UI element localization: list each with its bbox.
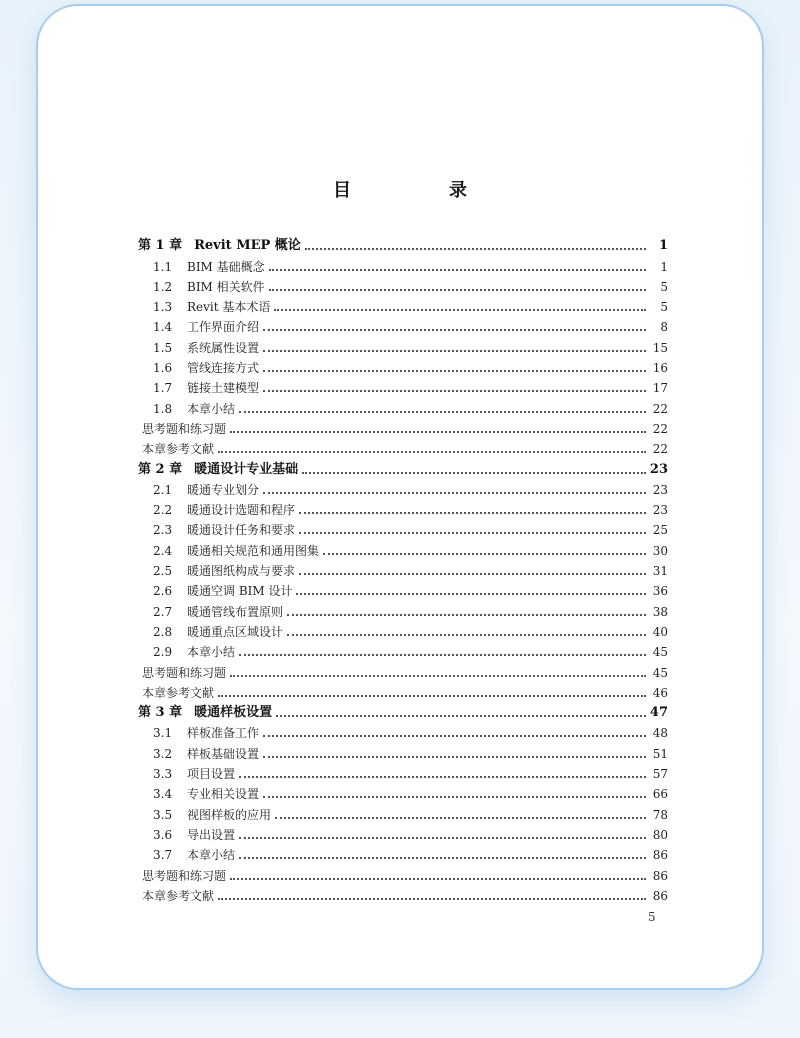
toc-entry-label: 暖通设计选题和程序 xyxy=(187,503,296,518)
toc-entry-number: 2.3 xyxy=(153,523,173,538)
toc-extra-row xyxy=(138,862,668,882)
toc-section-row xyxy=(138,558,668,578)
toc-section-row xyxy=(138,598,668,618)
dot-leader xyxy=(269,269,646,271)
toc-entry-label: 暖通设计专业基础 xyxy=(194,461,299,477)
toc-section-row xyxy=(138,314,668,334)
toc-entry-number: 2.4 xyxy=(153,543,173,558)
dot-leader xyxy=(263,370,646,372)
toc-entry-number: 1.7 xyxy=(153,381,173,396)
dot-leader xyxy=(239,857,646,859)
toc-entry-label: 暖通重点区域设计 xyxy=(187,624,284,639)
toc-entry-label: 链接土建模型 xyxy=(187,381,260,396)
dot-leader xyxy=(263,735,646,737)
toc-entry-label: 系统属性设置 xyxy=(187,340,260,355)
toc-chapter-row xyxy=(138,700,668,720)
toc-section-row xyxy=(138,842,668,862)
toc-chapter-row xyxy=(138,456,668,476)
toc-entry-page: 46 xyxy=(652,685,668,700)
toc-entry-page: 23 xyxy=(649,461,668,477)
dot-leader xyxy=(263,390,646,392)
dot-leader xyxy=(275,817,646,819)
toc-entry-label: 暖通设计任务和要求 xyxy=(187,523,296,538)
toc-entry-label: 本章参考文献 xyxy=(142,888,215,903)
toc-entry-number: 2.9 xyxy=(153,645,173,660)
toc-entry-page: 22 xyxy=(652,421,668,436)
toc-entry-number: 第 2 章 xyxy=(138,461,183,477)
toc-section-row xyxy=(138,740,668,760)
page-title: 目 录 xyxy=(333,180,507,201)
toc-entry-page: 48 xyxy=(652,726,668,741)
toc-entry-page: 5 xyxy=(660,300,668,315)
toc-entry-page: 31 xyxy=(652,564,668,579)
toc-section-row xyxy=(138,822,668,842)
toc-entry-number: 3.5 xyxy=(153,807,173,822)
toc-entry-page: 1 xyxy=(658,238,668,254)
toc-entry-number: 第 3 章 xyxy=(138,705,183,721)
toc-entry-page: 86 xyxy=(652,868,668,883)
toc-section-row xyxy=(138,395,668,415)
toc-section-row xyxy=(138,761,668,781)
toc-entry-page: 17 xyxy=(652,381,668,396)
toc-chapter-row xyxy=(138,233,668,253)
toc-entry-label: 本章小结 xyxy=(187,848,236,863)
dot-leader xyxy=(305,248,646,250)
dot-leader xyxy=(274,309,646,311)
toc-entry-label: BIM 基础概念 xyxy=(187,259,265,274)
toc-section-row xyxy=(138,619,668,639)
toc-entry-page: 22 xyxy=(652,401,668,416)
toc-section-row xyxy=(138,537,668,557)
toc-section-row xyxy=(138,274,668,294)
toc-entry-page: 40 xyxy=(652,624,668,639)
toc-entry-label: Revit MEP 概论 xyxy=(194,238,301,254)
toc-entry-label: 暖通样板设置 xyxy=(194,705,273,721)
toc-entry-number: 1.2 xyxy=(153,279,173,294)
dot-leader xyxy=(287,634,646,636)
toc-entry-page: 23 xyxy=(652,482,668,497)
toc-entry-label: 暖通空调 BIM 设计 xyxy=(187,584,293,599)
dot-leader xyxy=(287,614,646,616)
toc-entry-label: 管线连接方式 xyxy=(187,361,260,376)
dot-leader xyxy=(239,411,646,413)
dot-leader xyxy=(263,796,646,798)
dot-leader xyxy=(299,532,646,534)
toc-entry-label: 暖通相关规范和通用图集 xyxy=(187,543,320,558)
toc-entry-page: 36 xyxy=(652,584,668,599)
toc-entry-page: 80 xyxy=(652,827,668,842)
toc-entry-number: 1.8 xyxy=(153,401,173,416)
toc-section-row xyxy=(138,375,668,395)
toc-entry-page: 15 xyxy=(652,340,668,355)
toc-entry-page: 45 xyxy=(652,645,668,660)
toc-entry-label: 本章参考文献 xyxy=(142,442,215,457)
toc-entry-number: 1.1 xyxy=(153,259,173,274)
toc-extra-row xyxy=(138,436,668,456)
dot-leader xyxy=(302,472,646,474)
toc-entry-page: 1 xyxy=(660,259,668,274)
toc-entry-number: 2.5 xyxy=(153,564,173,579)
dot-leader xyxy=(263,329,646,331)
dot-leader xyxy=(218,451,646,453)
toc-entry-page: 45 xyxy=(652,665,668,680)
dot-leader xyxy=(239,776,646,778)
toc-entry-label: 本章小结 xyxy=(187,401,236,416)
toc-entry-number: 2.1 xyxy=(153,482,173,497)
toc-entry-number: 3.3 xyxy=(153,767,173,782)
toc-section-row xyxy=(138,578,668,598)
table-of-contents xyxy=(138,233,668,903)
toc-entry-number: 2.6 xyxy=(153,584,173,599)
toc-entry-label: 本章参考文献 xyxy=(142,685,215,700)
toc-entry-number: 2.8 xyxy=(153,624,173,639)
toc-entry-label: 专业相关设置 xyxy=(187,787,260,802)
toc-entry-page: 22 xyxy=(652,442,668,457)
toc-section-row xyxy=(138,294,668,314)
toc-entry-number: 3.1 xyxy=(153,726,173,741)
toc-entry-label: 视图样板的应用 xyxy=(187,807,272,822)
toc-entry-page: 51 xyxy=(652,746,668,761)
toc-entry-label: 思考题和练习题 xyxy=(142,868,227,883)
toc-entry-label: 暖通图纸构成与要求 xyxy=(187,564,296,579)
toc-entry-number: 1.3 xyxy=(153,300,173,315)
toc-entry-number: 3.2 xyxy=(153,746,173,761)
toc-entry-number: 3.4 xyxy=(153,787,173,802)
toc-entry-number: 第 1 章 xyxy=(138,238,183,254)
toc-entry-label: 本章小结 xyxy=(187,645,236,660)
toc-extra-row xyxy=(138,416,668,436)
toc-entry-page: 23 xyxy=(652,503,668,518)
dot-leader xyxy=(263,350,646,352)
dot-leader xyxy=(230,878,646,880)
dot-leader xyxy=(299,512,646,514)
toc-extra-row xyxy=(138,680,668,700)
toc-entry-page: 66 xyxy=(652,787,668,802)
page-number: 5 xyxy=(648,910,656,924)
toc-entry-page: 86 xyxy=(652,888,668,903)
toc-entry-label: 暖通管线布置原则 xyxy=(187,604,284,619)
toc-extra-row xyxy=(138,659,668,679)
toc-entry-label: 样板准备工作 xyxy=(187,726,260,741)
toc-section-row xyxy=(138,355,668,375)
dot-leader xyxy=(218,898,646,900)
dot-leader xyxy=(230,675,646,677)
toc-section-row xyxy=(138,497,668,517)
toc-entry-label: 工作界面介绍 xyxy=(187,320,260,335)
toc-entry-page: 78 xyxy=(652,807,668,822)
dot-leader xyxy=(296,593,646,595)
toc-entry-number: 1.5 xyxy=(153,340,173,355)
toc-entry-page: 30 xyxy=(652,543,668,558)
dot-leader xyxy=(263,492,646,494)
toc-section-row xyxy=(138,253,668,273)
toc-entry-page: 8 xyxy=(660,320,668,335)
toc-section-row xyxy=(138,781,668,801)
toc-entry-page: 25 xyxy=(652,523,668,538)
toc-entry-page: 16 xyxy=(652,361,668,376)
dot-leader xyxy=(263,756,646,758)
toc-section-row xyxy=(138,801,668,821)
toc-entry-number: 3.6 xyxy=(153,827,173,842)
toc-section-row xyxy=(138,639,668,659)
toc-extra-row xyxy=(138,883,668,903)
toc-entry-page: 38 xyxy=(652,604,668,619)
toc-section-row xyxy=(138,720,668,740)
toc-section-row xyxy=(138,477,668,497)
toc-entry-label: 暖通专业划分 xyxy=(187,482,260,497)
dot-leader xyxy=(269,289,646,291)
toc-entry-label: 思考题和练习题 xyxy=(142,665,227,680)
toc-entry-number: 1.4 xyxy=(153,320,173,335)
toc-section-row xyxy=(138,334,668,354)
toc-entry-label: BIM 相关软件 xyxy=(187,279,265,294)
toc-section-row xyxy=(138,517,668,537)
toc-entry-label: 思考题和练习题 xyxy=(142,421,227,436)
toc-entry-number: 2.2 xyxy=(153,503,173,518)
toc-entry-page: 5 xyxy=(660,279,668,294)
dot-leader xyxy=(218,695,646,697)
dot-leader xyxy=(323,553,646,555)
dot-leader xyxy=(239,654,646,656)
dot-leader xyxy=(299,573,646,575)
toc-entry-number: 2.7 xyxy=(153,604,173,619)
toc-entry-number: 3.7 xyxy=(153,848,173,863)
dot-leader xyxy=(230,431,646,433)
toc-entry-page: 47 xyxy=(649,705,668,721)
toc-entry-page: 57 xyxy=(652,767,668,782)
dot-leader xyxy=(239,837,646,839)
toc-entry-label: Revit 基本术语 xyxy=(187,300,271,315)
toc-entry-label: 导出设置 xyxy=(187,827,236,842)
toc-entry-label: 样板基础设置 xyxy=(187,746,260,761)
toc-entry-number: 1.6 xyxy=(153,361,173,376)
dot-leader xyxy=(276,715,646,717)
toc-entry-page: 86 xyxy=(652,848,668,863)
toc-entry-label: 项目设置 xyxy=(187,767,236,782)
